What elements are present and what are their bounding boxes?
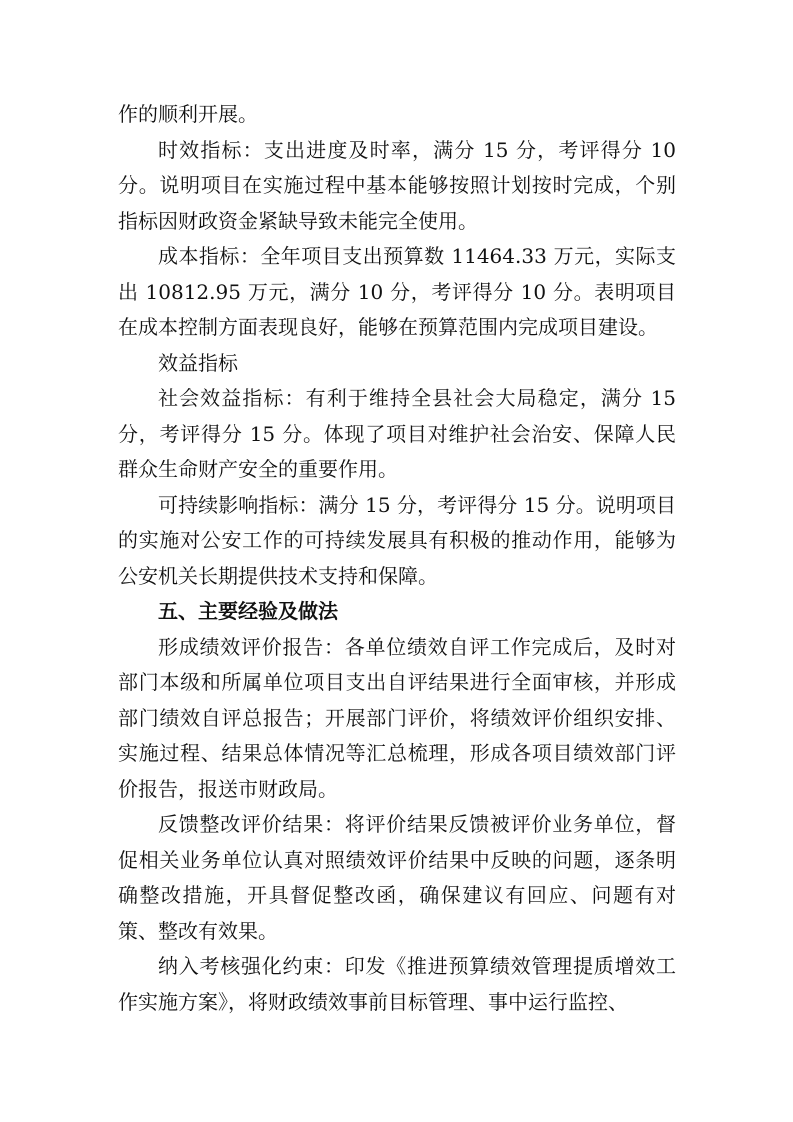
continuation-paragraph: 作的顺利开展。 — [118, 102, 258, 126]
paragraph-assessment-constraint: 纳入考核强化约束：印发《推进预算绩效管理提质增效工作实施方案》，将财政绩效事前目标管理、事中运行监控、 — [118, 954, 676, 1014]
paragraph-benefit-indicator-title: 效益指标 — [158, 350, 238, 375]
paragraph-evaluation-report: 形成绩效评价报告：各单位绩效自评工作完成后，及时对部门本级和所属单位项目支出自评结果进行全面审核，并形成部门绩效自评总报告；开展部门评价，将绩效评价组织安排、实施过程、结果总体情况等汇总梳理，形成各项目绩效部门评价报告，报送市财政局。 — [118, 634, 676, 801]
paragraph-sustainability-indicator: 可持续影响指标：满分 15 分，考评得分 15 分。说明项目的实施对公安工作的可持续发展具有积极的推动作用，能够为公安机关长期提供技术支持和保障。 — [118, 492, 676, 588]
paragraph-cost-indicator: 成本指标：全年项目支出预算数 11464.33 万元，实际支出 10812.95 万元，满分 10 分，考评得分 10 分。表明项目在成本控制方面表现良好，能够在预算范围内完成项目建设。 — [118, 244, 676, 339]
section-heading-experience: 五、主要经验及做法 — [158, 599, 338, 623]
paragraph-timeliness-indicator: 时效指标：支出进度及时率，满分 15 分，考评得分 10 分。说明项目在实施过程中基本能够按照计划按时完成，个别指标因财政资金紧缺导致未能完全使用。 — [118, 137, 676, 233]
paragraph-feedback-rectification: 反馈整改评价结果：将评价结果反馈被评价业务单位，督促相关业务单位认真对照绩效评价结果中反映的问题，逐条明确整改措施，开具督促整改函，确保建议有回应、问题有对策、整改有效果。 — [118, 812, 676, 943]
document-body — [118, 97, 676, 1020]
paragraph-social-benefit-indicator: 社会效益指标：有利于维持全县社会大局稳定，满分 15 分，考评得分 15 分。体现了项目对维护社会治安、保障人民群众生命财产安全的重要作用。 — [118, 386, 676, 481]
